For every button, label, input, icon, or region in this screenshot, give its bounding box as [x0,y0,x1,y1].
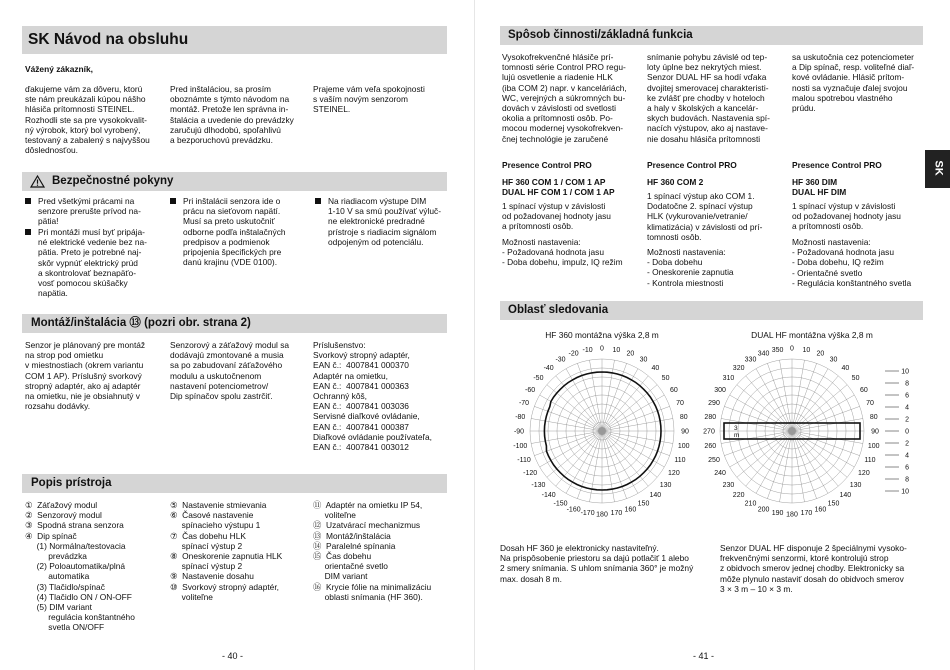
device-col-1: ① Záťažový modul ② Senzorový modul ③ Spodná strana senzora ④ Dip spínač (1) Normálna/testovacia prevádzka (2) Poloautomatika/plná automatika (3) Tlačidlo/spínač (4) Tlačidlo ON / ON-OFF (5) DIM variant regulácia konštantného svetla ON/OFF [25,500,135,633]
angle-label: 120 [858,470,870,477]
mounting-col-2: Senzorový a záťažový modul sa dodávajú zmontované a musia sa po zabudovaní záťažového modulu a uskutočnenom nastavení potenciometrov/ Dip spínačov spolu zastrčiť. [170,340,290,402]
angle-label: -170 [580,510,595,518]
angle-label: 150 [637,500,650,508]
scale-label: 2 [905,416,909,424]
mounting-header: Montáž/inštalácia ⑬ (pozri obr. strana 2) [22,314,447,333]
angle-label: 130 [659,481,672,489]
scale-label: 6 [905,464,909,472]
device-col-2: ⑤ Nastavenie stmievania ⑥ Časové nastavenie spínacieho výstupu 1 ⑦ Čas dobehu HLK spínací výstup 2 ⑧ Oneskorenie zapnutia HLK spínací výstup 2 ⑨ Nastavenie dosahu ⑩ Svorkový stropný adaptér, voliteľne [170,500,283,602]
angle-label: 340 [757,350,770,358]
safety-item: Pri montáži musí byť pripája- né elektrické vedenie bez na- pätia. Preto je potrebné naj- skôr vypnúť elektrický prúd a skontrolovať beznapäťo- vosť pomocou skúšačky napätia. [38,227,147,299]
angle-label: 140 [839,492,852,500]
angle-label: 220 [732,492,745,500]
bullet [25,198,31,204]
hf360-polar-plot [497,341,707,531]
scale-label: 8 [905,476,909,484]
angle-label: 160 [814,506,827,514]
mounting-col-3: Príslušenstvo: Svorkový stropný adaptér, EAN č.: 4007841 000370 Adaptér na omietku, EAN č.: 4007841 000363 Ochranný kôš, EAN č.: 4007841 003036 Servisné diaľkové ovládanie, EAN č.: 4007841 000387 Diaľkové ovládanie používateľa, EAN č.: 4007841 003012 [313,340,432,453]
angle-label: 240 [714,470,726,477]
corridor-width-unit: m [734,432,740,439]
product-settings: Možnosti nastavenia: - Požadovaná hodnota jasu - Doba dobehu, IQ režim - Orientačné svetlo - Regulácia konštantného svetla [792,237,912,288]
angle-label: 40 [841,364,850,372]
angle-label: 160 [624,506,637,514]
angle-label: 90 [871,428,879,436]
angle-label: -50 [533,375,544,383]
angle-label: 60 [669,387,678,394]
angle-label: 180 [786,511,798,519]
scale-label: 4 [905,452,909,460]
function-col-3: sa uskutočnia cez potenciometer a Dip spínač, resp. voliteľné diaľ- kové ovládanie. Hlásič prítom- nosti sa vyznačuje ďalej svojou malou spotrebou vlastného prúdu. [792,52,915,114]
angle-label: -70 [518,400,530,408]
function-header: Spôsob činnosti/základná funkcia [500,26,923,45]
diagram-title: HF 360 montážna výška 2,8 m [545,330,659,340]
angle-label: 290 [708,400,720,408]
mounting-col-1: Senzor je plánovaný pre montáž na strop pod omietku v miestnostiach (okrem variantu COM 1 AP). Príslušný svorkový stropný adaptér, ako aj adaptér na omietku, nie je obsiahnutý v rozsahu dodávky. [25,340,146,412]
angle-label: 210 [744,500,757,508]
product-series: Presence Control PRO [792,160,882,170]
angle-label: 110 [674,456,686,464]
angle-label: 250 [708,456,720,464]
intro-col-1: ďakujeme vám za dôveru, ktorú ste nám preukázali kúpou nášho hlásiča prítomnosti STEINEL. Rozhodli ste sa pre vysokokvalit- ný výrobok, ktorý bol vyrobený, testovaný a zabalený s najvyššou dôslednosťou. [25,84,150,156]
angle-label: 20 [816,350,825,358]
angle-label: -20 [568,350,579,358]
scale-label: 8 [905,380,909,388]
diagram1-caption: Dosah HF 360 je elektronicky nastaviteľný. Na prispôsobenie priestoru sa dajú potlačiť 1 alebo 2 smery snímania. S uhlom snímania 360° je možný max. dosah 8 m. [500,543,694,584]
angle-label: 310 [722,375,735,383]
language-tab [925,150,950,188]
angle-label: 10 [802,346,811,354]
function-col-1: Vysokofrekvenčné hlásiče prí- tomnosti série Control PRO regu- lujú osvetlenie a riadenie HLK (iba COM 2) napr. v kanceláriách, WC, verejných a súkromných bu- dovách v závislosti od svetlosti okolia a prítomnosti osôb. Po- mocou modernej vysokofrekven- čnej technológie je zaručené [502,52,627,144]
product-models: HF 360 COM 1 / COM 1 AP DUAL HF COM 1 / COM 1 AP [502,177,615,198]
hf360-detection-diagram [497,331,707,531]
angle-label: 110 [864,456,876,464]
warning-icon [30,175,45,188]
corridor-width-label: 3 [734,425,738,432]
detection-header: Oblasť sledovania [500,301,923,320]
angle-label: 180 [596,511,608,519]
angle-label: 170 [610,510,623,518]
angle-label: -60 [525,387,536,394]
intro-col-2: Pred inštaláciou, sa prosím oboznámte s týmto návodom na montáž. Pretože len správna in- štalácia a uvedenie do prevádzky zaručujú dlhodobú, spoľahlivú a bezporuchovú prevádzku. [170,84,294,146]
angle-label: 350 [771,346,784,354]
intro-col-3: Prajeme vám veľa spokojnosti s vaším novým senzorom STEINEL. [313,84,425,115]
product-settings: Možnosti nastavenia: - Doba dobehu - Oneskorenie zapnutia - Kontrola miestnosti [647,247,734,288]
angle-label: 30 [639,356,648,364]
safety-item: Pri inštalácii senzora ide o prácu na sieťovom napätí. Musí sa preto uskutočniť odborne podľa inštalačných predpisov a podmienok pripojenia špecifických pre danú krajinu (VDE 0100). [183,196,286,268]
device-col-3: ⑪ Adaptér na omietku IP 54, voliteľne ⑫ Uzatvárací mechanizmus ⑬ Montáž/inštalácia ⑭ Paralelné spínania ⑮ Čas dobehu orientačné svetlo DIM variant ⑯ Krycie fólie na minimalizáciu oblasti snímania (HF 360). [313,500,432,602]
angle-label: -150 [553,500,568,508]
scale-label: 10 [901,488,909,496]
safety-title: Bezpečnostné pokyny [52,175,174,187]
angle-label: 120 [668,470,680,477]
scale-label: 6 [905,392,909,400]
angle-label: 140 [649,492,662,500]
angle-label: 150 [827,500,840,508]
angle-label: 0 [600,345,604,353]
angle-label: 50 [661,375,670,383]
angle-label: -10 [582,346,593,354]
angle-label: 60 [859,387,868,394]
bullet [170,198,176,204]
angle-label: -120 [523,470,538,477]
angle-label: 70 [676,400,684,408]
angle-label: -80 [515,414,526,422]
angle-label: 190 [771,510,784,518]
angle-label: 90 [681,428,689,436]
product-desc: 1 spínací výstup v závislosti od požadovanej hodnoty jasu a prítomnosti osôb. [792,201,901,232]
page-title: SK Návod na obsluhu [22,26,447,54]
device-header: Popis prístroja [22,474,447,493]
product-series: Presence Control PRO [647,160,737,170]
angle-label: -140 [541,492,556,500]
bullet [25,229,31,235]
angle-label: 30 [829,356,838,364]
angle-label: -30 [555,356,566,364]
angle-label: 20 [626,350,635,358]
angle-label: -90 [513,428,525,436]
angle-label: 10 [612,346,621,354]
angle-label: 40 [651,364,660,372]
angle-label: 50 [851,375,860,383]
angle-label: 80 [869,414,878,422]
angle-label: 130 [849,481,862,489]
angle-label: 260 [704,442,717,450]
page-number: - 40 - [222,651,244,661]
product-settings: Možnosti nastavenia: - Požadovaná hodnota jasu - Doba dobehu, impulz, IQ režim [502,237,623,268]
angle-label: -110 [517,456,531,464]
product-desc: 1 spínací výstup ako COM 1. Dodatočne 2. spínací výstup HLK (vykurovanie/vetranie/ klimatizácia) v závislosti od prí- tomnosti osôb. [647,191,763,242]
angle-label: 80 [679,414,688,422]
scale-label: 2 [905,440,909,448]
product-desc: 1 spínací výstup v závislosti od požadovanej hodnoty jasu a prítomnosti osôb. [502,201,611,232]
diagram2-caption: Senzor DUAL HF disponuje 2 špeciálnymi vysoko- frekvenčnými senzormi, ktoré kontrolujú strop z obidvoch smerov jednej chodby. Elektronicky sa môže plynulo nastaviť dosah do obidvoch smerov 3 × 3 m – 10 × 3 m. [720,543,907,594]
bullet [315,198,321,204]
scale-label: 0 [905,428,909,436]
safety-item: Na riadiacom výstupe DIM 1-10 V sa smú používať výluč- ne elektronické predradné prístroje s riadiacim signálom odpojeným od potenciálu. [328,196,441,247]
angle-label: -40 [543,364,554,372]
angle-label: 100 [677,442,690,450]
language-tab-label: SK [932,160,945,176]
diagram-title: DUAL HF montážna výška 2,8 m [751,330,873,340]
angle-label: 100 [867,442,880,450]
function-col-2: snímanie pohybu závislé od tep- loty úplne bez nekrytých miest. Senzor DUAL HF sa hodí vďaka dvojitej smerovacej charakteristi- ke zvlášť pre chodby v hoteloch a haly v školských a kancelár- skych budovách. Nastavenia spí- nacích výstupov, ako aj nastave- nie dosahu hlásiča prítomnosti [647,52,770,144]
angle-label: -130 [531,481,546,489]
greeting: Vážený zákazník, [25,64,93,74]
safety-item: Pred všetkými prácami na senzore prerušte prívod na- pätia! [38,196,141,227]
sensor-center [598,427,606,435]
page-number: - 41 - [693,651,715,661]
angle-label: 280 [704,414,717,422]
dualhf-detection-diagram [703,330,917,531]
safety-header [22,172,447,191]
angle-label: 170 [800,510,813,518]
angle-label: 70 [866,400,874,408]
angle-label: 300 [714,387,726,394]
angle-label: -100 [513,442,528,450]
angle-label: -160 [566,506,581,514]
angle-label: 270 [703,428,715,436]
scale-label: 10 [901,368,909,376]
angle-label: 330 [744,356,757,364]
sensor-center [788,427,796,435]
angle-label: 200 [757,506,770,514]
product-models: HF 360 COM 2 [647,177,704,187]
angle-label: 230 [722,481,735,489]
angle-label: 0 [790,345,794,353]
right-page [475,0,950,670]
dualhf-polar-plot [703,341,917,531]
scale-label: 4 [905,404,909,412]
angle-label: 320 [732,364,745,372]
product-models: HF 360 DIM DUAL HF DIM [792,177,847,198]
product-series: Presence Control PRO [502,160,592,170]
